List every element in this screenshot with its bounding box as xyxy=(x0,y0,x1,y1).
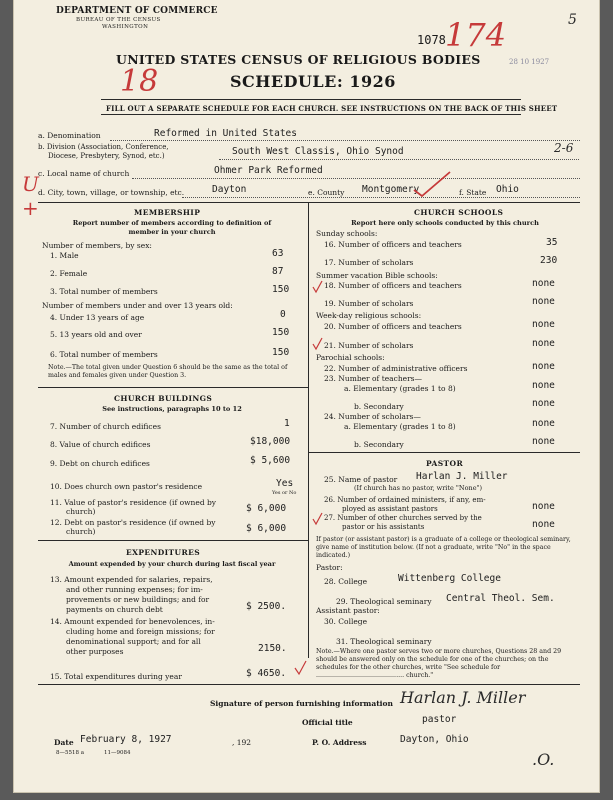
q14-line-2: cluding home and foreign missions; for xyxy=(66,627,215,636)
q14-value: 2150. xyxy=(258,643,287,654)
q21-label: 21. Number of scholars xyxy=(324,341,414,350)
q10-label: 10. Does church own pastor's residence xyxy=(50,482,203,491)
form-title: UNITED STATES CENSUS OF RELIGIOUS BODIES xyxy=(116,52,481,67)
local-name-label: c. Local name of church xyxy=(38,169,130,178)
division-label: b. Division (Association, Conference, xyxy=(38,143,169,151)
q3-label: 3. Total number of members xyxy=(50,287,158,296)
weekday-schools-label: Week-day religious schools: xyxy=(316,311,422,320)
bureau-heading: BUREAU OF THE CENSUS xyxy=(76,17,161,23)
q28-label: 28. College xyxy=(324,577,368,586)
q11-label-2: church) xyxy=(66,507,96,516)
date-suffix: , 192 xyxy=(232,738,252,747)
q14-line-4: other purposes xyxy=(66,647,124,656)
membership-subheading: Report number of members according to definition of xyxy=(72,219,272,227)
membership-note: Note.—The total given under Question 6 should be the same as the total of males and females given under Question 3. xyxy=(48,364,288,379)
faint-date-stamp: 28 10 1927 xyxy=(509,58,550,66)
red-tick-mark-3 xyxy=(312,512,324,526)
q13-value: $ 2500. xyxy=(246,601,287,612)
red-tick-mark xyxy=(312,280,324,294)
q18-label: 18. Number of officers and teachers xyxy=(324,281,462,290)
members-by-sex-label: Number of members, by sex: xyxy=(42,241,152,250)
q17-value: 230 xyxy=(540,255,558,266)
q8-label: 8. Value of church edifices xyxy=(50,440,151,449)
red-check-mark xyxy=(410,170,454,198)
q14-line-3: denominational support; and for all xyxy=(66,637,201,646)
q26-label: 26. Number of ordained ministers, if any, em- xyxy=(324,496,486,504)
q15-label: 15. Total expenditures during year xyxy=(50,672,182,681)
local-name-value: Ohmer Park Reformed xyxy=(214,165,323,176)
pastor-heading: PASTOR xyxy=(426,459,464,468)
q29-label: 29. Theological seminary xyxy=(336,597,432,606)
q16-value: 35 xyxy=(546,237,558,248)
department-heading: DEPARTMENT OF COMMERCE xyxy=(56,6,218,16)
q13-line-1: 13. Amount expended for salaries, repairs, xyxy=(50,575,213,584)
q11-value: $ 6,000 xyxy=(246,503,287,514)
q5-value: 150 xyxy=(272,327,290,338)
q13-line-2: and other running expenses; for im- xyxy=(66,585,203,594)
q26-value: none xyxy=(532,501,555,512)
q4-label: 4. Under 13 years of age xyxy=(50,313,145,322)
q20-label: 20. Number of officers and teachers xyxy=(324,322,462,331)
q5-label: 5. 13 years old and over xyxy=(50,330,142,339)
q24-label: 24. Number of scholars— xyxy=(324,412,421,421)
q29-value: Central Theol. Sem. xyxy=(446,593,555,604)
q24a-label: a. Elementary (grades 1 to 8) xyxy=(344,422,456,431)
q13-line-3: provements or new buildings; and for xyxy=(66,595,210,604)
buildings-subheading: See instructions, paragraphs 10 to 12 xyxy=(102,405,242,413)
q31-label: 31. Theological seminary xyxy=(336,637,432,646)
signature-label: Signature of person furnishing information xyxy=(210,699,393,708)
census-schedule-page xyxy=(14,0,599,792)
age-intro-label: Number of members under and over 13 years old: xyxy=(42,301,233,310)
q24b-label: b. Secondary xyxy=(354,440,404,449)
q4-value: 0 xyxy=(280,309,286,320)
official-title-label: Official title xyxy=(302,718,353,727)
handwritten-number-top: 174 xyxy=(445,16,507,54)
q6-value: 150 xyxy=(272,347,290,358)
q9-value: $ 5,600 xyxy=(250,455,291,466)
q25-label: 25. Name of pastor xyxy=(324,475,398,484)
form-number-2: 11—9084 xyxy=(104,750,131,756)
q26-label-2: ployed as assistant pastors xyxy=(342,505,438,513)
handwritten-number-left: 18 xyxy=(120,64,159,99)
address-label: P. O. Address xyxy=(312,738,367,747)
schedule-title: SCHEDULE: 1926 xyxy=(230,72,396,91)
sunday-schools-label: Sunday schools: xyxy=(316,229,378,238)
pastor-note: Note.—Where one pastor serves two or more churches, Questions 28 and 29 should be answered only on the schedule for one of the churches; on the schedules for the other churches, write "See schedule for ............................................ church." xyxy=(316,648,562,679)
red-tick-mark-4 xyxy=(294,660,308,676)
q13-line-4: payments on church debt xyxy=(66,605,163,614)
date-label: Date xyxy=(54,738,74,747)
pastor-label: Pastor: xyxy=(316,563,343,572)
q27-label: 27. Number of other churches served by the xyxy=(324,514,482,522)
schools-heading: CHURCH SCHOOLS xyxy=(414,208,504,217)
q28-value: Wittenberg College xyxy=(398,573,501,584)
denomination-label: a. Denomination xyxy=(38,131,101,140)
summer-schools-label: Summer vacation Bible schools: xyxy=(316,271,438,280)
q22-value: none xyxy=(532,361,555,372)
graduate-note: If pastor (or assistant pastor) is a graduate of a college or theological seminary, give name of institution below. (If not a graduate, write "No" in the space indicated.) xyxy=(316,536,571,559)
state-value: Ohio xyxy=(496,184,519,195)
q10-hint: Yes or No xyxy=(272,490,297,496)
state-label: f. State xyxy=(459,188,487,197)
q1-value: 63 xyxy=(272,248,284,259)
buildings-heading: CHURCH BUILDINGS xyxy=(114,394,213,403)
handwritten-margin-plus: + xyxy=(22,196,39,220)
q18-value: none xyxy=(532,278,555,289)
county-value: Montgomery xyxy=(362,184,420,195)
schools-subheading: Report here only schools conducted by this church xyxy=(351,219,539,227)
q24a-value: none xyxy=(532,418,555,429)
q7-value: 1 xyxy=(284,418,290,429)
q16-label: 16. Number of officers and teachers xyxy=(324,240,462,249)
red-tick-mark-2 xyxy=(312,337,324,351)
q1-label: 1. Male xyxy=(50,251,79,260)
assistant-pastor-label: Assistant pastor: xyxy=(316,606,380,615)
q23b-value: none xyxy=(532,398,555,409)
q9-label: 9. Debt on church edifices xyxy=(50,459,150,468)
expenditures-subheading: Amount expended by your church during last fiscal year xyxy=(68,560,276,568)
city-label: d. City, town, village, or township, etc. xyxy=(38,188,185,197)
division-value: South West Classis, Ohio Synod xyxy=(232,146,404,157)
q30-label: 30. College xyxy=(324,617,368,626)
membership-subheading-2: member in your church xyxy=(128,228,216,236)
division-label-2: Diocese, Presbytery, Synod, etc.) xyxy=(48,152,165,160)
q8-value: $18,000 xyxy=(250,436,291,447)
membership-heading: MEMBERSHIP xyxy=(134,208,201,217)
q25-hint: (If church has no pastor, write "None") xyxy=(354,484,483,492)
city-value: Dayton xyxy=(212,184,247,195)
signature-value: Harlan J. Miller xyxy=(400,688,526,707)
q23a-label: a. Elementary (grades 1 to 8) xyxy=(344,384,456,393)
form-number: 8—5518 a xyxy=(56,750,85,756)
q2-value: 87 xyxy=(272,266,284,277)
q24b-value: none xyxy=(532,436,555,447)
q6-label: 6. Total number of members xyxy=(50,350,158,359)
q23b-label: b. Secondary xyxy=(354,402,404,411)
handwritten-division-note: 2-6 xyxy=(554,141,574,155)
number-stamp: 1078 xyxy=(417,33,446,47)
q3-value: 150 xyxy=(272,284,290,295)
q27-value: none xyxy=(532,519,555,530)
q2-label: 2. Female xyxy=(50,269,88,278)
date-value: February 8, 1927 xyxy=(80,734,172,745)
handwritten-bottom-mark: .O. xyxy=(532,750,555,769)
q21-value: none xyxy=(532,338,555,349)
address-value: Dayton, Ohio xyxy=(400,734,469,745)
q14-line-1: 14. Amount expended for benevolences, in- xyxy=(50,617,215,626)
q25-value: Harlan J. Miller xyxy=(416,471,508,482)
handwritten-margin-u: U xyxy=(22,172,39,196)
q22-label: 22. Number of administrative officers xyxy=(324,364,468,373)
parochial-schools-label: Parochial schools: xyxy=(316,353,385,362)
instruction-line: FILL OUT A SEPARATE SCHEDULE FOR EACH CHURCH. SEE INSTRUCTIONS ON THE BACK OF THIS SHEET xyxy=(106,104,558,113)
q12-value: $ 6,000 xyxy=(246,523,287,534)
q20-value: none xyxy=(532,319,555,330)
q19-value: none xyxy=(532,296,555,307)
q12-label-2: church) xyxy=(66,527,96,536)
q7-label: 7. Number of church edifices xyxy=(50,422,161,431)
q11-label: 11. Value of pastor's residence (if owned by xyxy=(50,498,217,507)
handwritten-corner-mark: 5 xyxy=(568,12,577,28)
q10-value: Yes xyxy=(276,478,294,489)
denomination-value: Reformed in United States xyxy=(154,128,297,139)
q23a-value: none xyxy=(532,380,555,391)
county-label: e. County xyxy=(308,188,345,197)
q15-value: $ 4650. xyxy=(246,668,287,679)
q19-label: 19. Number of scholars xyxy=(324,299,414,308)
q17-label: 17. Number of scholars xyxy=(324,258,414,267)
q27-label-2: pastor or his assistants xyxy=(342,523,425,531)
official-title-value: pastor xyxy=(422,714,457,725)
q12-label: 12. Debt on pastor's residence (if owned by xyxy=(50,518,216,527)
expenditures-heading: EXPENDITURES xyxy=(126,548,201,557)
city-heading: WASHINGTON xyxy=(102,24,149,30)
q23-label: 23. Number of teachers— xyxy=(324,374,423,383)
